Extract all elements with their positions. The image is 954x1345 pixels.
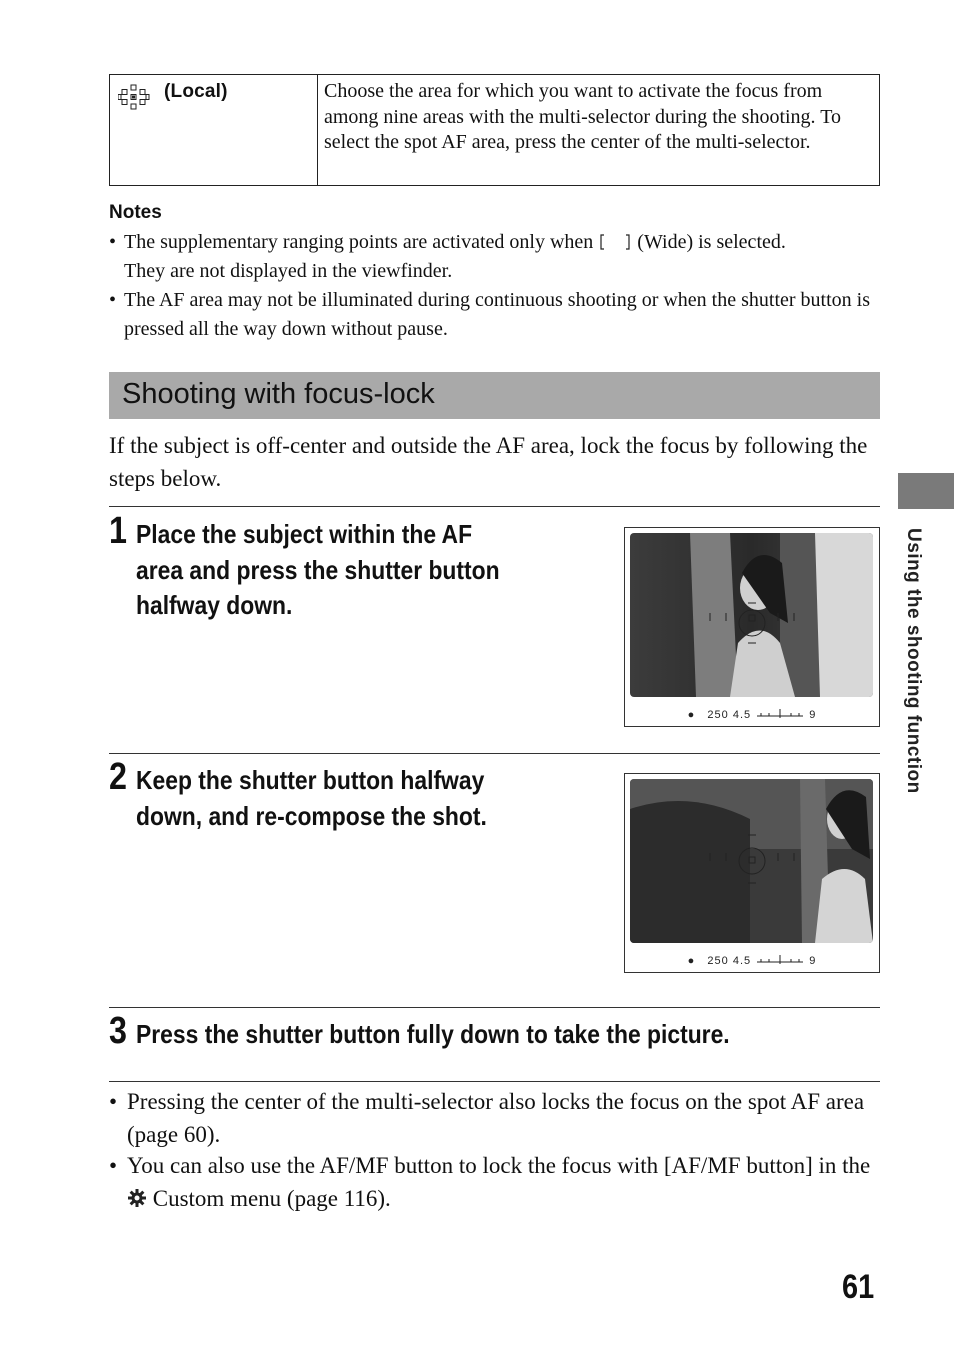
local-mode-label: (Local) (164, 81, 228, 102)
step-3-number: 3 (109, 1010, 127, 1052)
exposure-scale-icon (755, 707, 805, 719)
tip-2-text-a: You can also use the AF/MF button to lock the focus with [AF/MF button] in the (127, 1153, 871, 1178)
viewfinder-photo-2 (630, 779, 873, 943)
vf2-shutter: 250 (707, 955, 729, 967)
viewfinder-step-2 (624, 773, 880, 973)
af-area-mode-cell (110, 75, 318, 185)
vf1-shutter: 250 (707, 709, 729, 721)
section-banner (109, 372, 880, 419)
divider-step-1 (109, 506, 880, 507)
section-title: Shooting with focus-lock (122, 378, 435, 410)
step-1-number: 1 (109, 510, 127, 552)
step-1-text: Place the subject within the AF area and press the shutter button halfway down. (136, 519, 500, 620)
note-2-text: The AF area may not be illuminated during continuous shooting or when the shutter button is pressed all the way down without pause. (124, 289, 870, 340)
tip-item-1: • Pressing the center of the multi-selector also locks the focus on the spot AF area (page 60). (109, 1086, 879, 1151)
vf2-aperture: 4.5 (732, 955, 752, 967)
note-1-text-b: (Wide) is selected. (637, 231, 786, 253)
vf2-dot: ● (687, 955, 696, 967)
tip-2-text-b: Custom menu (page 116). (152, 1185, 391, 1211)
note-1-text-c: They are not displayed in the viewfinder. (124, 260, 453, 282)
divider-step-2 (109, 753, 880, 754)
chapter-tab (898, 473, 954, 509)
viewfinder-step-1 (624, 527, 880, 727)
viewfinder-info-2 (625, 953, 879, 967)
vf1-shots: 9 (809, 709, 817, 721)
notes-title: Notes (109, 202, 162, 223)
local-mode-description: Choose the area for which you want to activate the focus from among nine areas with the multi-selector during the shooting. To select the spot AF area, press the center of the multi-selector. (324, 80, 842, 153)
step-2-text: Keep the shutter button halfway down, and re-compose the shot. (136, 765, 487, 831)
viewfinder-photo-1 (630, 533, 873, 697)
section-intro: If the subject is off-center and outside the AF area, lock the focus by following the steps below. (109, 433, 868, 491)
chapter-side-label: Using the shooting function (903, 528, 924, 794)
custom-menu-gear-icon (127, 1188, 147, 1208)
step-3-text: Press the shutter button fully down to take the picture. (136, 1019, 730, 1049)
vf1-dot: ● (687, 709, 696, 721)
tip-item-2: • You can also use the AF/MF button to lock the focus with [AF/MF button] in the Custom menu (page 116). (109, 1153, 871, 1211)
step-2-number: 2 (109, 756, 127, 798)
wide-af-area-icon (598, 232, 632, 252)
exposure-scale-icon (755, 953, 805, 965)
vf1-aperture: 4.5 (732, 709, 752, 721)
af-area-table (109, 74, 880, 186)
divider-tips (109, 1081, 880, 1082)
page-number: 61 (842, 1268, 875, 1306)
local-af-area-icon (118, 84, 150, 110)
divider-step-3 (109, 1007, 880, 1008)
tip-1-text: Pressing the center of the multi-selector also locks the focus on the spot AF area (page 60). (127, 1089, 865, 1147)
note-item-1: • The supplementary ranging points are activated only when (Wide) is selected. They are not displayed in the viewfinder. (109, 231, 786, 282)
vf2-shots: 9 (809, 955, 817, 967)
note-1-text-a: The supplementary ranging points are activated only when (124, 231, 594, 253)
note-item-2: • The AF area may not be illuminated during continuous shooting or when the shutter button is pressed all the way down without pause. (109, 286, 879, 344)
viewfinder-info-1 (625, 707, 879, 721)
